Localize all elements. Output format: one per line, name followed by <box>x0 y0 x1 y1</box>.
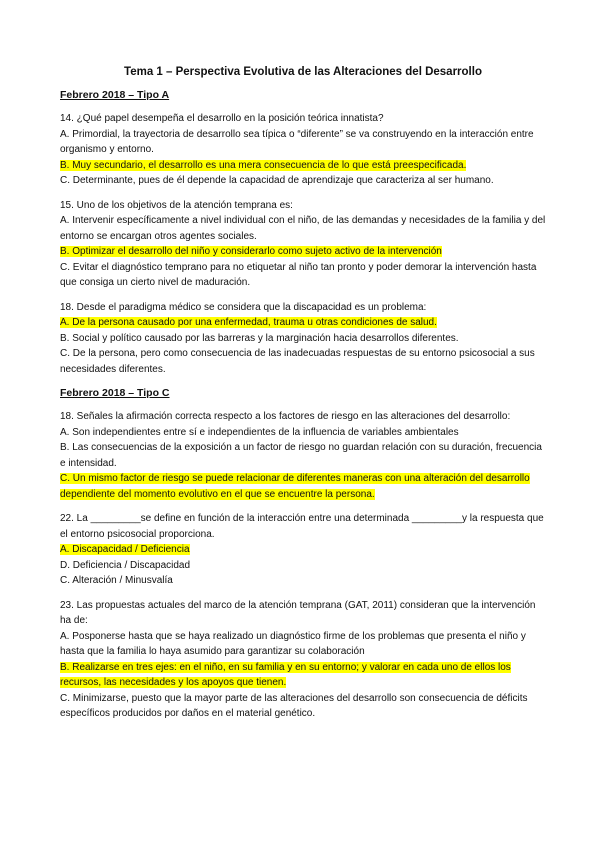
highlighted-answer: B. Realizarse en tres ejes: en el niño, en su familia y en su entorno; y valorar en cada uno de ellos los recursos, las necesidades y los apoyos que tienen. <box>60 661 511 688</box>
answer-option <box>60 213 546 244</box>
answer-option-correct <box>60 244 546 260</box>
question-stem: 15. Uno de los objetivos de la atención temprana es: <box>60 199 293 211</box>
answer-option <box>60 127 546 158</box>
document-content <box>60 64 546 731</box>
answer-option-text: A. Primordial, la trayectoria de desarrollo sea típica o “diferente” se va construyendo en la interacción entre organismo y entorno. <box>60 128 534 155</box>
answer-option-correct <box>60 471 546 502</box>
answer-option-text: C. Determinante, pues de él depende la capacidad de aprendizaje que caracteriza al ser humano. <box>60 175 494 186</box>
question-stem: 18. Señales la afirmación correcta respecto a los factores de riesgo en las alteraciones del desarrollo: <box>60 411 511 422</box>
answer-option-text: D. Deficiencia / Discapacidad <box>60 559 191 571</box>
answer-option-text: C. Alteración / Minusvalía <box>60 575 173 586</box>
highlighted-answer: B. Muy secundario, el desarrollo es una mera consecuencia de lo que está preespecificada. <box>60 159 467 171</box>
answer-option-correct <box>60 315 546 331</box>
answer-option-text: A. Son independientes entre sí e independientes de la influencia de variables ambientales <box>60 426 459 438</box>
answer-option <box>60 331 546 347</box>
answer-option <box>60 573 546 589</box>
answer-option-text: C. Evitar el diagnóstico temprano para no etiquetar al niño tan pronto y poder demorar la intervención hasta que consiga un cierto nivel de maduración. <box>60 261 537 288</box>
answer-option-text: A. Intervenir específicamente a nivel individual con el niño, de las demandas y necesidades de la familia y del entorno se encargan otros agentes sociales. <box>60 215 546 242</box>
section-heading: Febrero 2018 – Tipo C <box>60 387 170 399</box>
highlighted-answer: A. Discapacidad / Deficiencia <box>60 544 190 555</box>
question-18-c <box>60 409 546 502</box>
highlighted-answer: B. Optimizar el desarrollo del niño y considerarlo como sujeto activo de la intervención <box>60 246 442 257</box>
answer-option <box>60 558 546 574</box>
answer-option-text: C. De la persona, pero como consecuencia de las inadecuadas respuestas de su entorno psicosocial a sus necesidades diferentes. <box>60 348 535 375</box>
question-23 <box>60 598 546 722</box>
answer-option-text: B. Social y político causado por las barreras y la marginación hacia desarrollos diferentes. <box>60 332 459 344</box>
question-22 <box>60 511 546 589</box>
section-tipo-c <box>60 386 546 722</box>
answer-option <box>60 440 546 471</box>
answer-option-text: A. Posponerse hasta que se haya realizado un diagnóstico firme de los problemas que presenta el niño y hasta que la familia lo haya asumido para garantizar su colaboración <box>60 630 526 657</box>
highlighted-answer: A. De la persona causado por una enfermedad, trauma u otras condiciones de salud. <box>60 317 437 328</box>
question-stem: 18. Desde el paradigma médico se considera que la discapacidad es un problema: <box>60 301 427 313</box>
answer-option <box>60 425 546 441</box>
question-stem: 22. La _________se define en función de la interacción entre una determinada _________y la respuesta que el entorno psicosocial proporciona. <box>60 513 544 540</box>
answer-option <box>60 691 546 722</box>
section-tipo-a <box>60 88 546 377</box>
question-15 <box>60 198 546 291</box>
document-title: Tema 1 – Perspectiva Evolutiva de las Alteraciones del Desarrollo <box>124 66 482 78</box>
question-14 <box>60 111 546 189</box>
answer-option <box>60 260 546 291</box>
answer-option-text: B. Las consecuencias de la exposición a un factor de riesgo no guardan relación con su duración, frecuencia e intensidad. <box>60 442 542 469</box>
section-heading: Febrero 2018 – Tipo A <box>60 89 170 101</box>
answer-option-correct <box>60 542 546 558</box>
answer-option <box>60 173 546 189</box>
answer-option-correct <box>60 158 546 174</box>
question-stem: 23. Las propuestas actuales del marco de la atención temprana (GAT, 2011) consideran que la intervención ha de: <box>60 599 536 626</box>
answer-option <box>60 629 546 660</box>
answer-option-correct <box>60 660 546 691</box>
answer-option <box>60 346 546 377</box>
answer-option-text: C. Minimizarse, puesto que la mayor parte de las alteraciones del desarrollo son consecuencia de déficits específicos producidos por daños en el material genético. <box>60 692 528 719</box>
question-18-a <box>60 300 546 378</box>
question-stem: 14. ¿Qué papel desempeña el desarrollo en la posición teórica innatista? <box>60 113 384 124</box>
highlighted-answer: C. Un mismo factor de riesgo se puede relacionar de diferentes maneras con una alteración del desarrollo dependiente del momento evolutivo en el que se encuentre la persona. <box>60 473 530 500</box>
